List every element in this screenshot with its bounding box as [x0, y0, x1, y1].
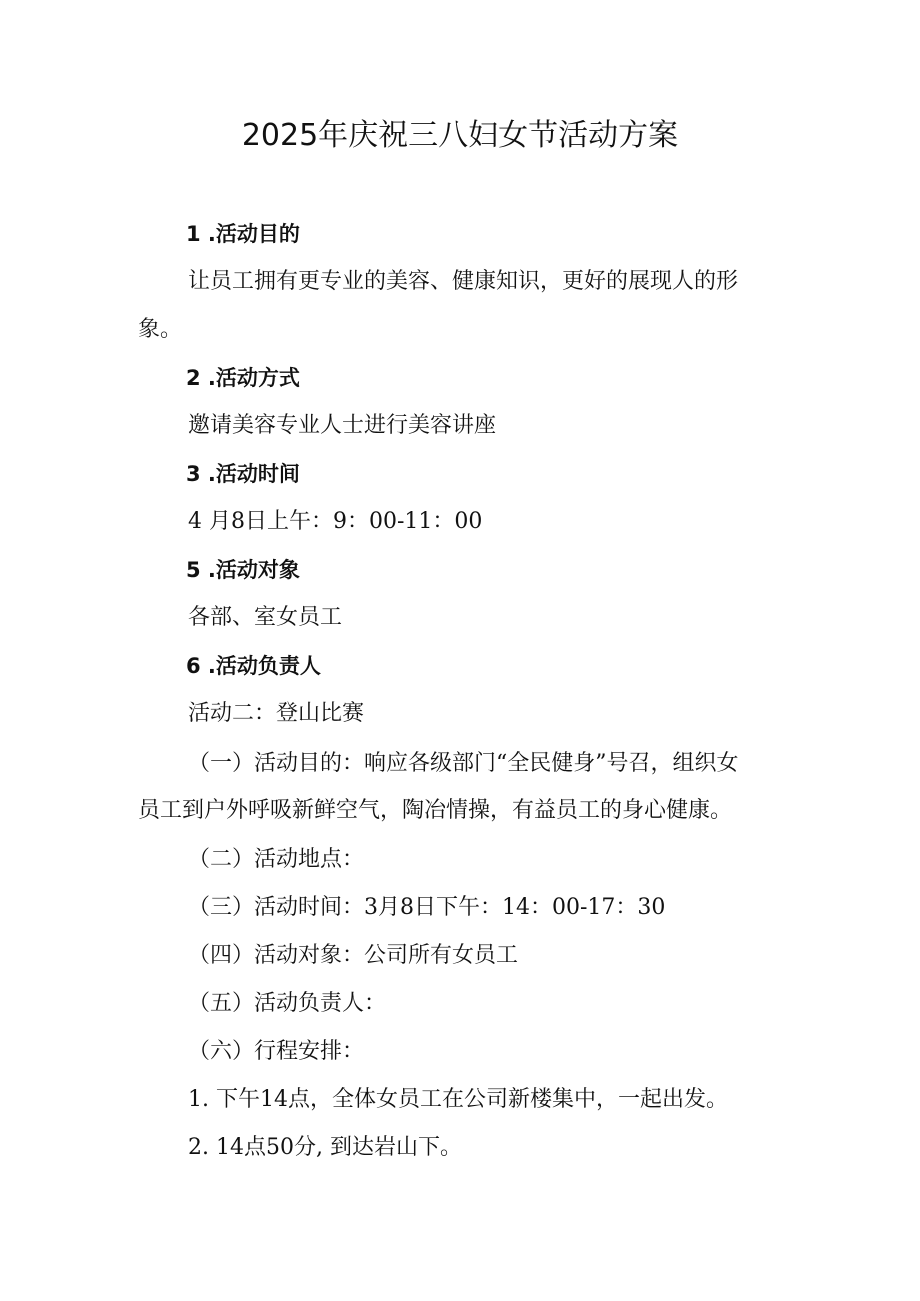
section-heading-responsible: 6 .活动负责人: [186, 654, 321, 678]
paragraph-hiking-responsible: （五）活动负责人：: [188, 991, 387, 1016]
document-title: 2025年庆祝三八妇女节活动方案: [241, 118, 679, 153]
schedule-item-2: 2. 14点50分, 到达岩山下。: [188, 1135, 462, 1160]
section-heading-time: 3 .活动时间: [186, 462, 300, 486]
paragraph-hiking-target: （四）活动对象：公司所有女员工: [188, 943, 519, 968]
paragraph-hiking-purpose: （一）活动目的：响应各级部门“全民健身”号召，组织女: [188, 751, 739, 776]
paragraph-method: 邀请美容专业人士进行美容讲座: [188, 413, 497, 438]
section-heading-target: 5 .活动对象: [186, 558, 300, 582]
paragraph-activity-two: 活动二：登山比赛: [188, 701, 365, 726]
paragraph-hiking-purpose-continued: 员工到户外呼吸新鲜空气，陶冶情操，有益员工的身心健康。: [138, 798, 733, 823]
paragraph-hiking-location: （二）活动地点：: [188, 847, 365, 872]
schedule-item-1: 1. 下午14点，全体女员工在公司新楼集中，一起出发。: [188, 1087, 728, 1112]
paragraph-hiking-schedule: （六）行程安排：: [188, 1039, 365, 1064]
paragraph-time: 4 月8日上午：9：00-11：00: [188, 509, 483, 534]
paragraph-purpose-continued: 象。: [138, 317, 183, 342]
section-heading-purpose: 1 .活动目的: [186, 222, 300, 246]
paragraph-target: 各部、室女员工: [188, 605, 343, 630]
paragraph-purpose: 让员工拥有更专业的美容、健康知识，更好的展现人的形: [188, 269, 739, 294]
paragraph-hiking-time: （三）活动时间：3月8日下午：14：00-17：30: [188, 895, 666, 920]
section-heading-method: 2 .活动方式: [186, 366, 300, 390]
